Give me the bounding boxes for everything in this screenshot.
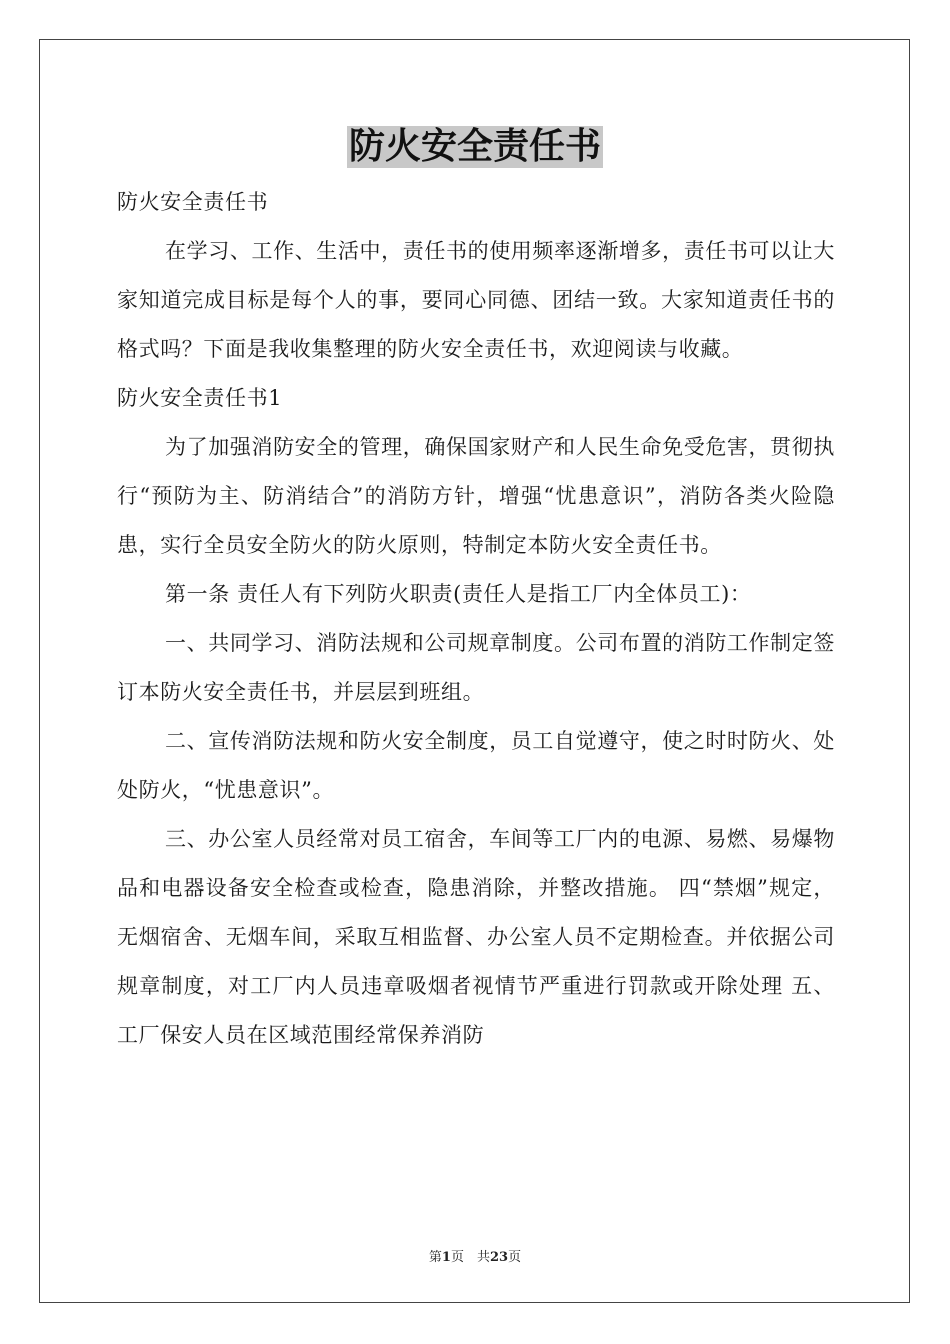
title-wrap (0, 126, 950, 168)
footer-prefix: 第 (428, 1250, 442, 1265)
paragraph-section-heading: 防火安全责任书1 (117, 386, 283, 410)
paragraph-subtitle: 防火安全责任书 (117, 190, 269, 214)
paragraph-article-one: 第一条 责任人有下列防火职责(责任人是指工厂内全体员工)： (165, 582, 752, 606)
footer-total-pages: 23 (489, 1250, 509, 1265)
footer-middle: 页 共 (450, 1250, 490, 1265)
paragraph-item-two: 二、宣传消防法规和防火安全制度，员工自觉遵守，使之时时防火、处处防火，“忧患意识”。 (117, 729, 835, 802)
footer-suffix: 页 (508, 1250, 522, 1265)
footer-page-number: 1 (441, 1250, 451, 1265)
document-title: 防火安全责任书 (348, 126, 601, 167)
paragraph-item-three: 三、办公室人员经常对员工宿舍，车间等工厂内的电源、易燃、易爆物品和电器设备安全检查或检查，隐患消除，并整改措施。 四“禁烟”规定，无烟宿舍、无烟车间，采取互相监督、办公室人员不定期检查。并依据公司规章制度，对工厂内人员违章吸烟者视情节严重进行罚款或开除处理 五、工厂保安人员在区域范围经常保养消防 (117, 827, 835, 1047)
paragraph-purpose: 为了加强消防安全的管理，确保国家财产和人民生命免受危害，贯彻执行“预防为主、防消结合”的消防方针，增强“忧患意识”，消防各类火险隐患，实行全员安全防火的防火原则，特制定本防火安全责任书。 (117, 435, 835, 557)
document-body (117, 178, 835, 1060)
page-footer (0, 1246, 950, 1265)
paragraph-item-one: 一、共同学习、消防法规和公司规章制度。公司布置的消防工作制定签订本防火安全责任书，并层层到班组。 (117, 631, 835, 704)
paragraph-intro: 在学习、工作、生活中，责任书的使用频率逐渐增多，责任书可以让大家知道完成目标是每个人的事，要同心同德、团结一致。大家知道责任书的格式吗？下面是我收集整理的防火安全责任书，欢迎阅读与收藏。 (117, 239, 835, 361)
